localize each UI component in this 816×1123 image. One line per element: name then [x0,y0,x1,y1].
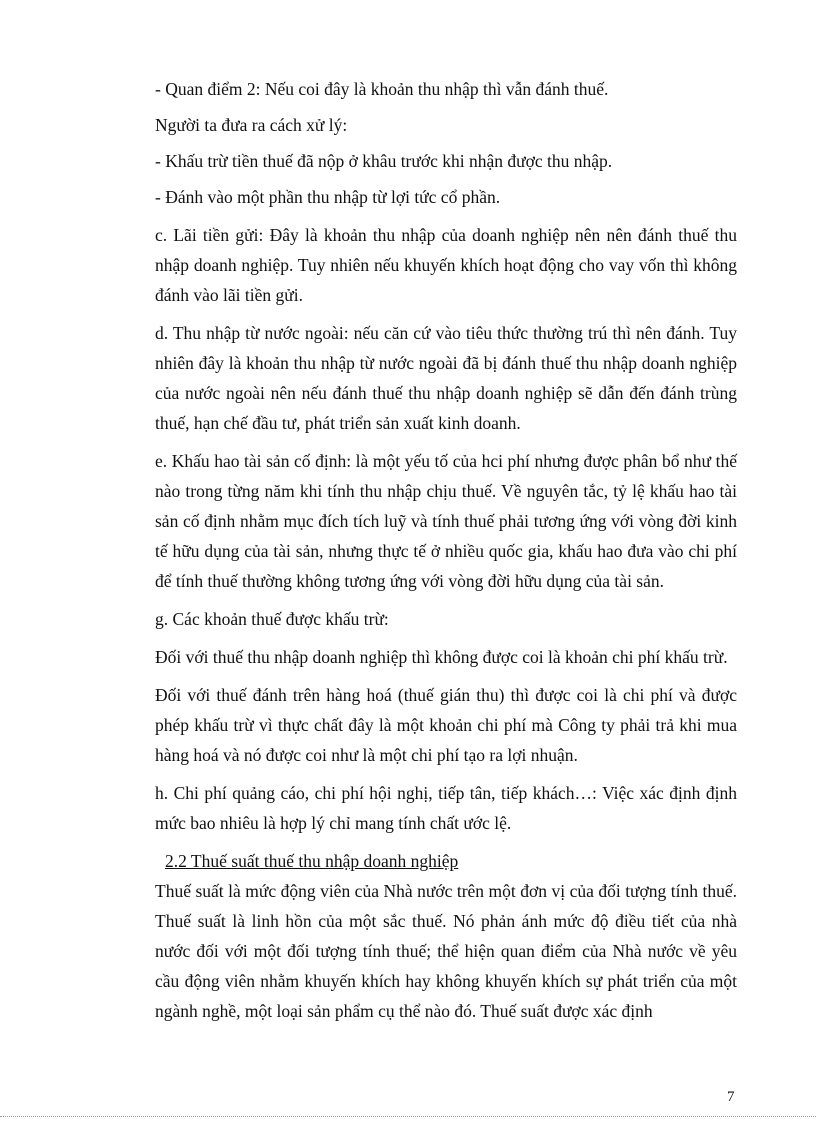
paragraph-thue-gian-thu: Đối với thuế đánh trên hàng hoá (thuế gián thu) thì được coi là chi phí và được phép khấu trừ vì thực chất đây là một khoản chi phí mà Công ty phải trả khi mua hàng hoá và nó được coi như là một chi phí tạo ra lợi nhuận. [155,685,737,765]
paragraph-thu-nhap-nuoc-ngoai: d. Thu nhập từ nước ngoài: nếu căn cứ vào tiêu thức thường trú thì nên đánh. Tuy nhiên đây là khoản thu nhập từ nước ngoài đã bị đánh thuế thu nhập doanh nghiệp của nước ngoài nên nếu đánh thuế thu nhập doanh nghiệp sẽ dẫn đến đánh trùng thuế, hạn chế đầu tư, phát triển sản xuất kinh doanh. [155,323,737,433]
paragraph-cac-khoan-thue: g. Các khoản thuế được khấu trừ: [155,609,389,629]
paragraph-quan-diem-2: - Quan điểm 2: Nếu coi đây là khoản thu nhập thì vẫn đánh thuế. [155,79,609,99]
paragraph-thue-suat: Thuế suất là mức động viên của Nhà nước trên một đơn vị của đối tượng tính thuế. Thuế suất là linh hồn của một sắc thuế. Nó phản ánh mức độ điều tiết của nhà nước đối với một đối tượng tính thuế; thể hiện quan điểm của Nhà nước về yêu cầu động viên nhằm khuyến khích hay không khuyến khích sự phát triển của một ngành nghề, một loại sản phẩm cụ thể nào đó. Thuế suất được xác định [155,881,737,1021]
footer-divider [0,1116,816,1118]
paragraph-khau-hao: e. Khấu hao tài sản cố định: là một yếu tố của hci phí nhưng được phân bổ như thế nào trong từng năm khi tính thu nhập chịu thuế. Về nguyên tắc, tỷ lệ khấu hao tài sản cố định nhằm mục đích tích luỹ và tính thuế phải tương ứng với vòng đời kinh tế hữu dụng của tài sản, nhưng thực tế ở nhiều quốc gia, khấu hao đưa vào chi phí để tính thuế thường không tương ứng với vòng đời hữu dụng của tài sản. [155,451,737,591]
paragraph-khau-tru: - Khấu trừ tiền thuế đã nộp ở khâu trước khi nhận được thu nhập. [155,151,613,171]
paragraph-loi-tuc-co-phan: - Đánh vào một phần thu nhập từ lợi tức cổ phần. [155,187,501,207]
paragraph-thue-tndn: Đối với thuế thu nhập doanh nghiệp thì không được coi là khoản chi phí khấu trừ. [155,647,728,667]
paragraph-cach-xu-ly: Người ta đưa ra cách xử lý: [155,115,348,135]
section-heading: 2.2 Thuế suất thuế thu nhập doanh nghiệp [165,851,459,871]
paragraph-lai-tien-gui: c. Lãi tiền gửi: Đây là khoản thu nhập của doanh nghiệp nên nên đánh thuế thu nhập doanh nghiệp. Tuy nhiên nếu khuyến khích hoạt động cho vay vốn thì không đánh vào lãi tiền gửi. [155,225,737,305]
document-body [155,74,737,1026]
paragraph-chi-phi-quang-cao: h. Chi phí quảng cáo, chi phí hội nghị, tiếp tân, tiếp khách…: Việc xác định định mức bao nhiêu là hợp lý chỉ mang tính chất ước lệ. [155,783,737,833]
page-number: 7 [727,1089,735,1105]
